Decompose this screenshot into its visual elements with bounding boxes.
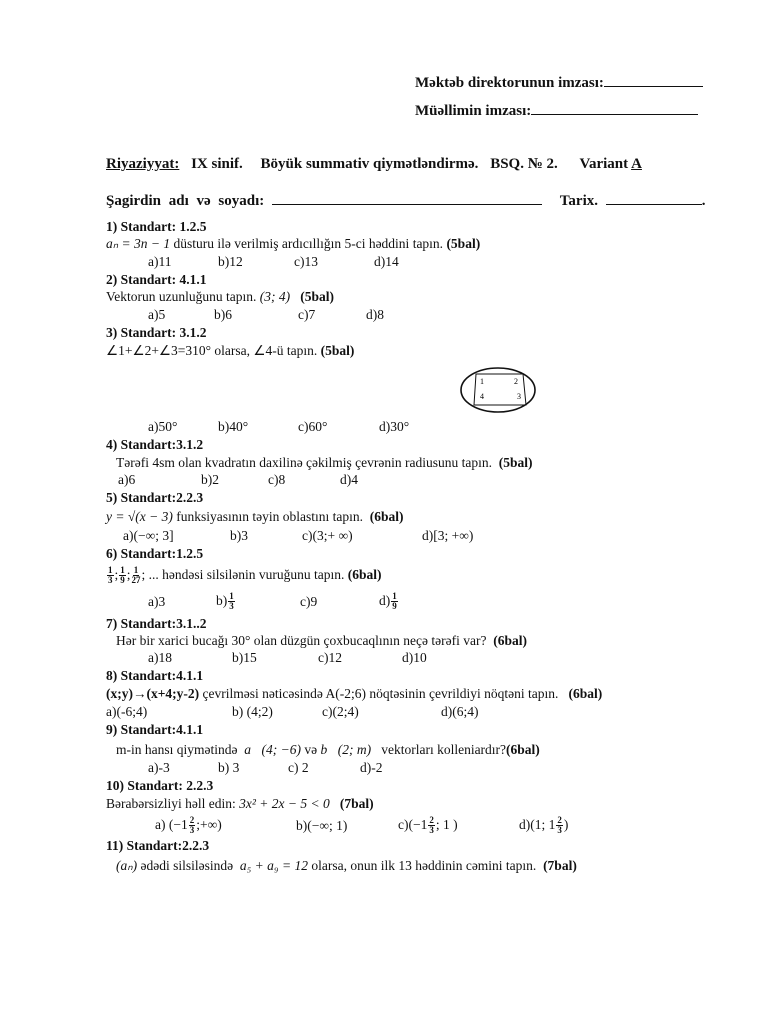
question-9-title: 9) Standart:4.1.1 — [106, 722, 204, 737]
bsq-label: BSQ. № 2. — [490, 156, 558, 172]
question-9-option-d[interactable]: d)-2 — [360, 760, 383, 775]
question-6-statement: həndəsi silsilənin vuruğunu tapın. — [162, 567, 345, 582]
teacher-signature-blank — [531, 102, 698, 115]
question-7-statement: Hər bir xarici bucağı 30° olan düzgün çoxbucaqlının neçə tərəfi var? — [116, 633, 487, 648]
question-4-points: (5bal) — [498, 455, 533, 470]
question-1-option-c[interactable]: c)13 — [294, 254, 318, 269]
date-blank — [606, 192, 702, 205]
question-2-option-b[interactable]: b)6 — [214, 307, 232, 322]
question-10-option-b[interactable]: b)(−∞; 1) — [296, 818, 348, 833]
question-3-points: (5bal) — [320, 343, 355, 358]
question-8-statement: çevrilməsi nəticəsində A(-2;6) nöqtəsinin çevrildiyi nöqtəni tapın. — [199, 686, 559, 701]
question-2-points: (5bal) — [300, 289, 334, 304]
question-2-statement: Vektorun uzunluğunu tapın. — [106, 289, 257, 304]
fraction-1-9: $\frac{1}{9}$ — [120, 565, 125, 586]
director-signature-blank — [604, 74, 703, 87]
question-10-points: (7bal) — [339, 796, 374, 811]
question-10-statement: Bərabərsizliyi həll edin: — [106, 796, 236, 811]
teacher-signature-line — [415, 102, 698, 119]
question-9-points: (6bal) — [506, 742, 540, 757]
question-3-title: 3) Standart: 3.1.2 — [106, 325, 207, 340]
question-7-text — [116, 633, 527, 649]
question-4-option-d[interactable]: d)4 — [340, 472, 358, 487]
question-8-title: 8) Standart:4.1.1 — [106, 668, 204, 683]
question-3-option-d[interactable]: d)30° — [379, 419, 410, 434]
question-5-title: 5) Standart:2.2.3 — [106, 490, 204, 505]
student-name-blank — [272, 192, 542, 205]
question-9-option-a[interactable]: a)-3 — [148, 760, 170, 775]
question-2-formula: (3; 4) — [259, 289, 291, 304]
question-11-points: (7bal) — [543, 858, 577, 873]
variant-label: Variant — [579, 156, 629, 172]
subject-label: Riyaziyyat: — [106, 156, 180, 172]
question-9-conjunction: və — [304, 742, 318, 757]
question-11-tail: olarsa, onun ilk 13 həddinin cəmini tapın. — [307, 858, 537, 873]
grade-label: IX sinif. — [191, 156, 243, 172]
question-7-option-c[interactable]: c)12 — [318, 650, 342, 665]
question-10-formula: 3x² + 2x − 5 < 0 — [239, 796, 330, 811]
date-label: Tarix. — [559, 193, 598, 209]
question-6-option-b[interactable]: b) $\frac{1}{3}$ — [216, 591, 234, 612]
question-2-option-c[interactable]: c)7 — [298, 307, 316, 322]
question-6-option-a[interactable]: a)3 — [148, 594, 166, 609]
figure-label-3: 3 — [517, 392, 521, 401]
question-7-option-a[interactable]: a)18 — [148, 650, 172, 665]
question-1-statement: düsturu ilə verilmiş ardıcıllığın 5-ci həddini tapın. — [170, 236, 444, 251]
question-2-title: 2) Standart: 4.1.1 — [106, 272, 207, 287]
student-name-line: Şagirdin adı və soyadı: Tarix. . — [106, 193, 706, 209]
question-5-option-b[interactable]: b)3 — [230, 528, 248, 543]
question-11-statement: ədədi silsiləsində — [137, 858, 237, 873]
question-4-option-b[interactable]: b)2 — [201, 472, 219, 487]
question-5-formula: y = √(x − 3) — [106, 509, 173, 524]
question-8-option-a[interactable]: a)(-6;4) — [106, 704, 148, 719]
question-8-transformation: (x;y)→(x+4;y-2) — [106, 686, 200, 701]
question-1-formula: aₙ = 3n − 1 — [106, 236, 171, 251]
director-signature-line — [415, 74, 703, 91]
question-10-option-a[interactable]: a) (−1 $\frac{2}{3}$ ;+∞) — [155, 815, 222, 836]
assessment-label: Böyük summativ qiymətləndirmə. — [260, 156, 479, 172]
question-5-text — [106, 509, 403, 525]
question-4-text — [116, 455, 533, 471]
question-6-title: 6) Standart:1.2.5 — [106, 546, 204, 561]
question-10-title: 10) Standart: 2.2.3 — [106, 778, 214, 793]
question-5-option-a[interactable]: a)(−∞; 3] — [123, 528, 174, 543]
question-2-text — [106, 289, 334, 305]
question-9-tail: vektorları kolleniardır? — [381, 742, 507, 757]
question-7-points: (6bal) — [493, 633, 527, 648]
question-3-figure — [459, 366, 537, 414]
figure-label-4: 4 — [480, 392, 484, 401]
teacher-signature-label: Müəllimin imzası: — [415, 103, 532, 119]
figure-label-2: 2 — [514, 377, 518, 386]
question-4-option-c[interactable]: c)8 — [268, 472, 286, 487]
question-5-statement: funksiyasının təyin oblastını tapın. — [172, 509, 363, 524]
question-8-points: (6bal) — [568, 686, 603, 701]
fraction-1-3: $\frac{1}{3}$ — [108, 565, 113, 586]
director-signature-label: Məktəb direktorunun imzası: — [415, 75, 604, 91]
question-5-points: (6bal) — [369, 509, 404, 524]
question-1-option-b[interactable]: b)12 — [218, 254, 243, 269]
question-2-option-a[interactable]: a)5 — [148, 307, 166, 322]
question-1-points: (5bal) — [446, 236, 481, 251]
question-3-option-b[interactable]: b)40° — [218, 419, 249, 434]
question-3-option-c[interactable]: c)60° — [298, 419, 328, 434]
question-6-option-d[interactable]: d) $\frac{1}{9}$ — [379, 591, 397, 612]
question-1-option-d[interactable]: d)14 — [374, 254, 399, 269]
question-5-option-c[interactable]: c)(3;+ ∞) — [302, 528, 353, 543]
student-name-label: Şagirdin adı və soyadı: — [106, 193, 265, 209]
question-1-text — [106, 236, 480, 252]
question-5-option-d[interactable]: d)[3; +∞) — [422, 528, 474, 543]
question-9-text — [116, 742, 540, 758]
question-1-title: 1) Standart: 1.2.5 — [106, 219, 207, 234]
question-9-statement: m-in hansı qiymətində — [116, 742, 238, 757]
question-6-option-c[interactable]: c)9 — [300, 594, 318, 609]
exam-title — [106, 156, 642, 172]
question-2-option-d[interactable]: d)8 — [366, 307, 384, 322]
question-11-sequence: (aₙ) — [116, 858, 138, 873]
question-8-option-d[interactable]: d)(6;4) — [441, 704, 479, 719]
question-4-title: 4) Standart:3.1.2 — [106, 437, 204, 452]
question-8-option-b[interactable]: b) (4;2) — [232, 704, 273, 719]
question-4-option-a[interactable]: a)6 — [118, 472, 136, 487]
question-11-text — [116, 858, 577, 874]
fraction-1-27: $\frac{1}{27}$ — [131, 565, 141, 586]
question-7-option-d[interactable]: d)10 — [402, 650, 427, 665]
question-3-text — [106, 343, 354, 359]
question-10-option-d[interactable]: d)(1; 1 $\frac{2}{3}$ ) — [519, 815, 569, 836]
question-6-points: (6bal) — [347, 567, 382, 582]
question-9-option-b[interactable]: b) 3 — [218, 760, 240, 775]
question-8-option-c[interactable]: c)(2;4) — [322, 704, 359, 719]
question-10-option-c[interactable]: c)(−1 $\frac{2}{3}$ ; 1 ) — [398, 815, 458, 836]
question-8-text — [106, 686, 602, 702]
question-3-statement: ∠1+∠2+∠3=310° olarsa, ∠4-ü tapın. — [106, 343, 318, 358]
vector-b: b⃗(2; m) — [320, 742, 372, 757]
question-6-text: $\frac{1}{3}$ ; $\frac{1}{9}$ ; $\frac{1}{27}$ ; ... həndəsi silsilənin vuruğunu tapın. (6bal) — [108, 565, 382, 586]
question-1-option-a[interactable]: a)11 — [148, 254, 172, 269]
question-9-option-c[interactable]: c) 2 — [288, 760, 309, 775]
vector-a: a⃗(4; −6) — [244, 742, 301, 757]
question-7-title: 7) Standart:3.1..2 — [106, 616, 207, 631]
question-4-statement: Tərəfi 4sm olan kvadratın daxilinə çəkilmiş çevrənin radiusunu tapın. — [116, 455, 493, 470]
question-10-text — [106, 796, 374, 812]
variant-value: A — [631, 156, 642, 172]
question-11-formula: a₅ + a₉ = 12 — [239, 858, 308, 873]
question-7-option-b[interactable]: b)15 — [232, 650, 257, 665]
question-3-option-a[interactable]: a)50° — [148, 419, 178, 434]
question-11-title: 11) Standart:2.2.3 — [106, 838, 210, 853]
figure-label-1: 1 — [480, 377, 484, 386]
